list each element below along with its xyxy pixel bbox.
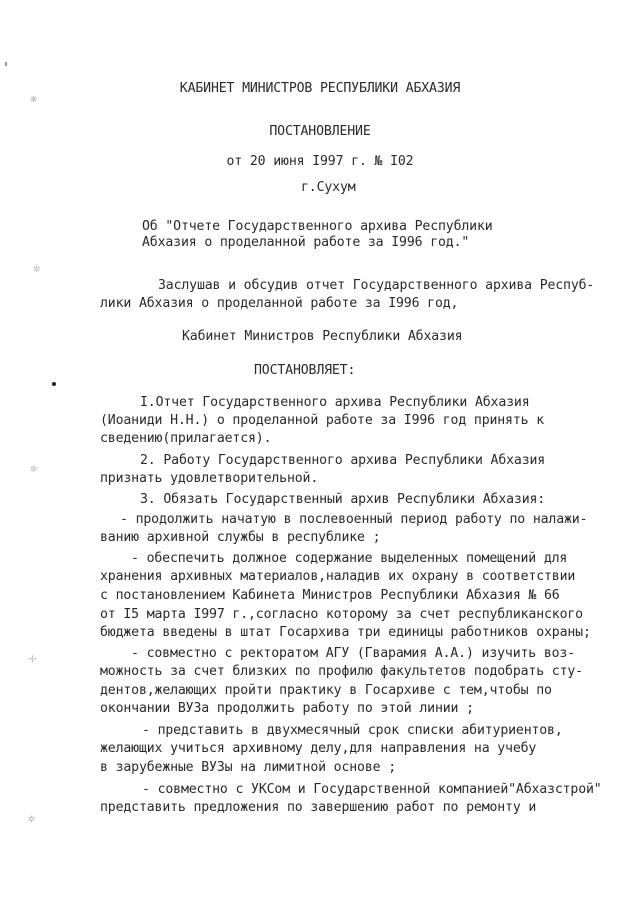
subject-line: Абхазия о проделанной работе за I996 год." bbox=[142, 235, 470, 250]
body-line: 2. Работу Государственного архива Республики Абхазия bbox=[140, 453, 546, 468]
scan-speck: ✲ bbox=[30, 461, 38, 475]
body-line: - совместно с УКСом и Государственной компанией"Абхазстрой" bbox=[142, 782, 602, 797]
preamble-line: Заслушав и обсудив отчет Государственного архива Респуб- bbox=[158, 278, 595, 293]
scan-speck: ✢ bbox=[29, 651, 37, 665]
body-line: желающих учиться архивному делу,для направления на учебу bbox=[100, 741, 537, 756]
subject-line: Об "Отчете Государственного архива Республики bbox=[142, 219, 493, 234]
body-line: I.Отчет Государственного архива Республики Абхазия bbox=[140, 395, 530, 410]
body-line: - обеспечить должное содержание выделенных помещений для bbox=[131, 551, 568, 566]
body-line: в зарубежные ВУЗы на лимитной основе ; bbox=[100, 760, 397, 775]
scan-dot bbox=[52, 382, 56, 386]
body-line: бюджета введены в штат Госархива три единицы работников охраны; bbox=[100, 625, 591, 640]
body-line: 3. Обязать Государственный архив Республики Абхазия: bbox=[140, 492, 546, 507]
body-line: (Иоаниди Н.Н.) о проделанной работе за I996 год принять к bbox=[100, 413, 545, 428]
city: г.Сухум bbox=[301, 180, 356, 195]
body-line: хранения архивных материалов,наладив их охрану в соответствии bbox=[100, 569, 576, 584]
scan-speck: ❋ bbox=[30, 91, 38, 105]
cabinet-line: Кабинет Министров Республики Абхазия bbox=[182, 329, 463, 344]
body-line: ванию архивной службы в республике ; bbox=[100, 530, 381, 545]
body-line: с постановлением Кабинета Министров Республики Абхазия № 66 bbox=[100, 588, 560, 603]
preamble-line: лики Абхазия о проделанной работе за I996 год, bbox=[100, 296, 459, 311]
body-line: - представить в двухмесячный срок списки абитуриентов, bbox=[142, 723, 563, 738]
scan-speck: ✲ bbox=[33, 261, 41, 275]
body-line: - продолжить начатую в послевоенный период работу по налажи- bbox=[120, 512, 588, 527]
body-line: сведению(прилагается). bbox=[100, 431, 272, 446]
issuing-authority: КАБИНЕТ МИНИСТРОВ РЕСПУБЛИКИ АБХАЗИЯ bbox=[179, 81, 461, 96]
body-line: дентов,желающих пройти практику в Госархиве с тем,чтобы по bbox=[100, 683, 552, 698]
body-line: представить предложения по завершению работ по ремонту и bbox=[100, 800, 537, 815]
body-line: - совместно с ректоратом АГУ (Гварамия А.А.) изучить воз- bbox=[131, 646, 576, 661]
body-line: окончании ВУЗа продолжить работу по этой линии ; bbox=[100, 701, 474, 716]
document-type: ПОСТАНОВЛЕНИЕ bbox=[269, 124, 371, 139]
date-number: от 20 июня I997 г. № I02 bbox=[226, 154, 414, 169]
scan-speck: ✲ bbox=[28, 811, 36, 825]
resolves-heading: ПОСТАНОВЛЯЕТ: bbox=[254, 363, 356, 378]
body-line: можность за счет близких по профилю факультетов подобрать сту- bbox=[100, 664, 583, 679]
scan-tick bbox=[5, 62, 7, 66]
body-line: от I5 марта I997 г.,согласно которому за счет республиканского bbox=[100, 607, 583, 622]
body-line: признать удовлетворительной. bbox=[100, 471, 319, 486]
